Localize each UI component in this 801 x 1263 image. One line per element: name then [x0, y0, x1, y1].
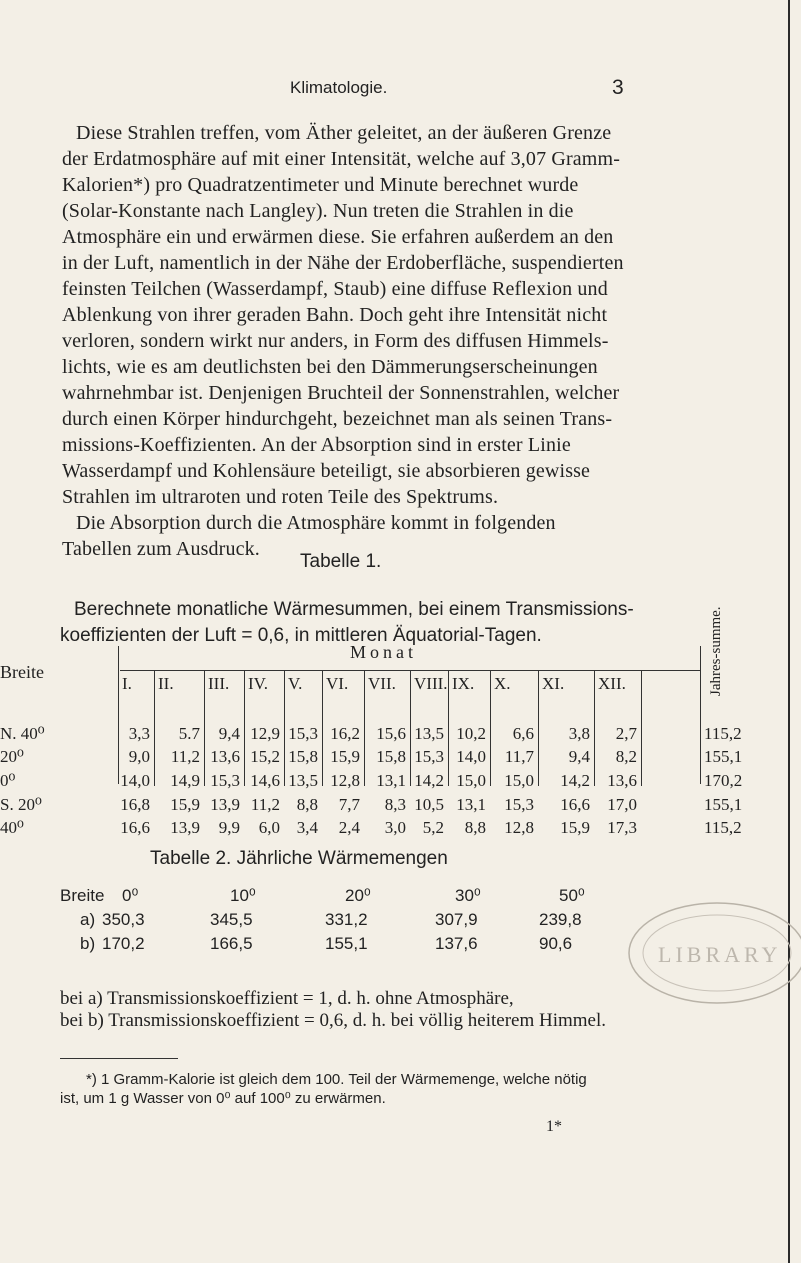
- row-sum: 115,2: [704, 724, 742, 743]
- table-cell: 16,8: [120, 795, 150, 814]
- table-rule: [538, 670, 539, 786]
- table-cell: 11,2: [250, 795, 280, 814]
- text-line: lichts, wie es am deutlichsten bei den Dämmerungserscheinungen: [62, 356, 598, 378]
- text-line: wahrnehmbar ist. Denjenigen Bruchteil der Sonnenstrahlen, welcher: [62, 382, 620, 404]
- month-header: X.: [494, 674, 511, 693]
- text-line: Wasserdampf und Kohlensäure beteiligt, sie absorbieren gewisse: [62, 460, 591, 482]
- row-label: S. 20⁰: [0, 795, 42, 814]
- row-label: N. 40⁰: [0, 724, 45, 743]
- month-header: VI.: [326, 674, 349, 693]
- page-edge-line: [788, 0, 790, 1263]
- table-cell: 166,5: [210, 934, 253, 953]
- table-cell: 2,7: [615, 724, 637, 743]
- latitude-header: 30⁰: [455, 886, 481, 905]
- table-cell: 90,6: [539, 934, 573, 953]
- footnote-rule: [60, 1058, 178, 1059]
- row-sum: 155,1: [704, 747, 743, 766]
- running-title: Klimatologie.: [290, 78, 388, 97]
- table1-caption: [60, 597, 634, 649]
- table-cell: 13,6: [607, 771, 637, 790]
- page-number: 3: [612, 76, 624, 99]
- table-cell: 15,6: [376, 724, 406, 743]
- text-line: in der Luft, namentlich in der Nähe der Erdoberfläche, suspendierten: [62, 252, 624, 274]
- table-rule: [204, 670, 205, 786]
- table-cell: 345,5: [210, 910, 253, 929]
- table-cell: 5.7: [178, 724, 200, 743]
- table-cell: 11,2: [170, 747, 200, 766]
- table-cell: 350,3: [102, 910, 145, 929]
- latitude-header: 0⁰: [122, 886, 139, 905]
- text-line: (Solar-Konstante nach Langley). Nun treten die Strahlen in die: [62, 200, 574, 222]
- table-cell: 3,3: [128, 724, 150, 743]
- footnote-line: *) 1 Gramm-Kalorie ist gleich dem 100. Teil der Wärmemenge, welche nötig: [86, 1071, 587, 1088]
- table-cell: 155,1: [325, 934, 368, 953]
- table-cell: 9,0: [128, 747, 150, 766]
- month-header: XI.: [542, 674, 565, 693]
- table-cell: 9,9: [218, 818, 240, 837]
- table-cell: 9,4: [568, 747, 590, 766]
- table-cell: 239,8: [539, 910, 582, 929]
- month-header: VIII.: [414, 674, 448, 693]
- table-cell: 14,2: [414, 771, 444, 790]
- table-rule: [118, 646, 119, 784]
- caption-line: koeffizienten der Luft = 0,6, in mittleren Äquatorial-Tagen.: [60, 625, 542, 646]
- row-label: b): [80, 934, 96, 953]
- table-cell: 3,8: [568, 724, 590, 743]
- table-cell: 15,3: [288, 724, 318, 743]
- table-cell: 15,3: [504, 795, 534, 814]
- table-cell: 14,0: [456, 747, 486, 766]
- row-label: a): [80, 910, 96, 929]
- table-rule: [322, 670, 323, 786]
- text-line: Ablenkung von ihrer geraden Bahn. Doch geht ihre Intensität nicht: [62, 304, 608, 326]
- row-sum: 155,1: [704, 795, 743, 814]
- table-cell: 13,5: [288, 771, 318, 790]
- table-cell: 15,2: [250, 747, 280, 766]
- table-cell: 307,9: [435, 910, 478, 929]
- row-label: 40⁰: [0, 818, 24, 837]
- table2-notes: [60, 988, 606, 1032]
- table-cell: 16,6: [120, 818, 150, 837]
- table-cell: 170,2: [102, 934, 145, 953]
- table-cell: 15,0: [504, 771, 534, 790]
- table-cell: 14,6: [250, 771, 280, 790]
- text-line: der Erdatmosphäre auf mit einer Intensität, welche auf 3,07 Gramm-: [62, 148, 621, 170]
- text-line: feinsten Teilchen (Wasserdampf, Staub) eine diffuse Reflexion und: [62, 278, 608, 300]
- table-cell: 16,2: [330, 724, 360, 743]
- table-cell: 2,4: [338, 818, 360, 837]
- month-header: V.: [288, 674, 303, 693]
- table-cell: 8,8: [464, 818, 486, 837]
- table-rule: [448, 670, 449, 786]
- month-header: III.: [208, 674, 230, 693]
- table-rule: [490, 670, 491, 786]
- table-rule: [154, 670, 155, 786]
- month-header: IV.: [248, 674, 268, 693]
- text-line: Strahlen im ultraroten und roten Teile des Spektrums.: [62, 486, 499, 508]
- table-cell: 331,2: [325, 910, 368, 929]
- note-line: bei b) Transmissionskoeffizient = 0,6, d. h. bei völlig heiterem Himmel.: [60, 1010, 606, 1031]
- row-label: 0⁰: [0, 771, 16, 790]
- table-cell: 12,8: [504, 818, 534, 837]
- table1-group-header: Monat: [350, 642, 417, 662]
- table-rule: [244, 670, 245, 786]
- table-cell: 137,6: [435, 934, 478, 953]
- text-line: Tabellen zum Ausdruck.: [62, 538, 260, 560]
- table-cell: 15,8: [376, 747, 406, 766]
- table-cell: 17,0: [607, 795, 637, 814]
- table-cell: 16,6: [560, 795, 590, 814]
- month-header: IX.: [452, 674, 475, 693]
- table-cell: 3,4: [296, 818, 318, 837]
- footnote: [60, 1070, 587, 1108]
- table-cell: 14,2: [560, 771, 590, 790]
- table-cell: 17,3: [607, 818, 637, 837]
- table2-title: Tabelle 2. Jährliche Wärmemengen: [150, 848, 448, 869]
- table-rule: [594, 670, 595, 786]
- table-cell: 10,2: [456, 724, 486, 743]
- table-cell: 12,9: [250, 724, 280, 743]
- table-rule: [120, 670, 700, 671]
- table-cell: 13,1: [376, 771, 406, 790]
- signature-mark: 1*: [546, 1118, 562, 1135]
- text-line: Atmosphäre ein und erwärmen diese. Sie erfahren außerdem an den: [62, 226, 614, 248]
- table-cell: 3,0: [384, 818, 406, 837]
- table-cell: 10,5: [414, 795, 444, 814]
- table-cell: 15,9: [560, 818, 590, 837]
- table-cell: 14,0: [120, 771, 150, 790]
- table-cell: 7,7: [338, 795, 360, 814]
- table-cell: 12,8: [330, 771, 360, 790]
- table-rule: [410, 670, 411, 786]
- month-header: VII.: [368, 674, 396, 693]
- table1-row-header: Breite: [0, 662, 44, 682]
- table1-title: Tabelle 1.: [300, 551, 382, 572]
- table-cell: 8,3: [384, 795, 406, 814]
- month-header: II.: [158, 674, 174, 693]
- row-label: 20⁰: [0, 747, 24, 766]
- table-cell: 6,6: [512, 724, 534, 743]
- latitude-header: 20⁰: [345, 886, 371, 905]
- month-header: I.: [122, 674, 132, 693]
- table-cell: 15,9: [170, 795, 200, 814]
- table-cell: 13,1: [456, 795, 486, 814]
- table-cell: 6,0: [258, 818, 280, 837]
- text-line: Die Absorption durch die Atmosphäre kommt in folgenden: [76, 512, 556, 534]
- body-paragraph: [62, 120, 682, 562]
- table-cell: 15,3: [210, 771, 240, 790]
- table-cell: 14,9: [170, 771, 200, 790]
- table-rule: [364, 670, 365, 786]
- table-cell: 9,4: [218, 724, 240, 743]
- library-stamp: [622, 898, 801, 1008]
- table-rule: [700, 646, 701, 784]
- row-sum: 170,2: [704, 771, 743, 790]
- table-cell: 8,2: [615, 747, 637, 766]
- table1-sum-header: Jahres-summe.: [708, 606, 724, 696]
- table2-header-label: Breite: [60, 886, 105, 905]
- table-cell: 13,5: [414, 724, 444, 743]
- table-cell: 13,6: [210, 747, 240, 766]
- month-header: XII.: [598, 674, 626, 693]
- table-cell: 13,9: [210, 795, 240, 814]
- row-sum: 115,2: [704, 818, 742, 837]
- footnote-line: ist, um 1 g Wasser von 0⁰ auf 100⁰ zu erwärmen.: [60, 1090, 386, 1107]
- table-cell: 8,8: [296, 795, 318, 814]
- stamp-text: LIBRARY: [658, 942, 782, 967]
- text-line: Diese Strahlen treffen, vom Äther geleitet, an der äußeren Grenze: [76, 122, 612, 144]
- table-cell: 5,2: [422, 818, 444, 837]
- table-cell: 15,0: [456, 771, 486, 790]
- table-cell: 13,9: [170, 818, 200, 837]
- text-line: verloren, sondern wirkt nur anders, in Form des diffusen Himmels-: [62, 330, 609, 352]
- text-line: durch einen Körper hindurchgeht, bezeichnet man als seinen Trans-: [62, 408, 613, 430]
- latitude-header: 10⁰: [230, 886, 256, 905]
- latitude-header: 50⁰: [559, 886, 585, 905]
- text-line: Kalorien*) pro Quadratzentimeter und Minute berechnet wurde: [62, 174, 579, 196]
- table-cell: 15,8: [288, 747, 318, 766]
- table-rule: [641, 670, 642, 786]
- table-cell: 11,7: [504, 747, 534, 766]
- text-line: missions-Koeffizienten. An der Absorption sind in erster Linie: [62, 434, 571, 456]
- table-cell: 15,9: [330, 747, 360, 766]
- table-rule: [284, 670, 285, 786]
- note-line: bei a) Transmissionskoeffizient = 1, d. h. ohne Atmosphäre,: [60, 988, 514, 1009]
- caption-line: Berechnete monatliche Wärmesummen, bei einem Transmissions-: [74, 599, 634, 620]
- table-cell: 15,3: [414, 747, 444, 766]
